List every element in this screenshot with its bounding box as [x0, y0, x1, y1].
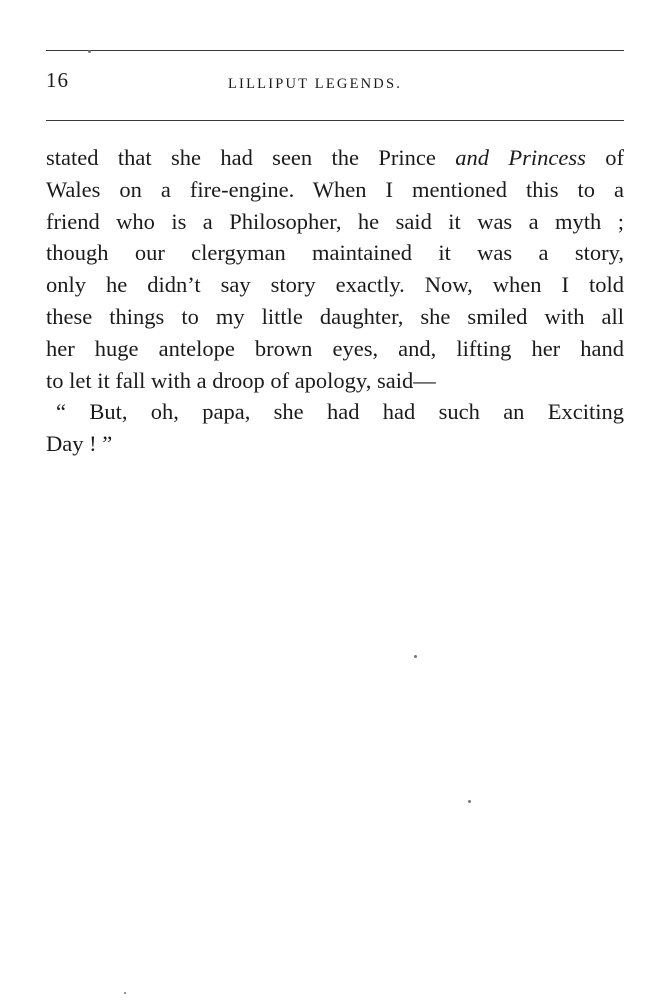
text-line: to let it fall with a droop of apology, said—	[46, 367, 436, 393]
text-line: though our clergyman maintained it was a story,	[46, 240, 624, 266]
text-line: these things to my little daughter, she smiled with all	[46, 303, 624, 329]
paper-speck	[124, 992, 126, 994]
text-line	[46, 142, 624, 174]
header-bottom-rule	[46, 120, 624, 121]
page-number: 16	[46, 68, 69, 92]
text-line: friend who is a Philosopher, he said it was a myth ;	[46, 208, 624, 234]
text-line: only he didn’t say story exactly. Now, when I told	[46, 272, 624, 298]
paper-speck	[468, 800, 471, 803]
text-line: Day ! ”	[46, 431, 113, 457]
header-top-rule	[46, 50, 624, 51]
text-line: her huge antelope brown eyes, and, lifting her hand	[46, 335, 624, 361]
running-head: LILLIPUT LEGENDS.	[228, 76, 403, 92]
paper-speck	[414, 655, 417, 658]
italic-text: and Princess	[455, 145, 586, 170]
text-line: Wales on a fire-engine. When I mentioned this to a	[46, 176, 624, 202]
text-segment: stated that she had seen the Prince	[46, 145, 436, 170]
body-text	[46, 142, 624, 460]
text-line: “ But, oh, papa, she had had such an Exciting	[56, 399, 624, 425]
page-header	[46, 68, 624, 98]
paper-speck	[88, 50, 91, 53]
text-segment: of	[605, 145, 624, 170]
